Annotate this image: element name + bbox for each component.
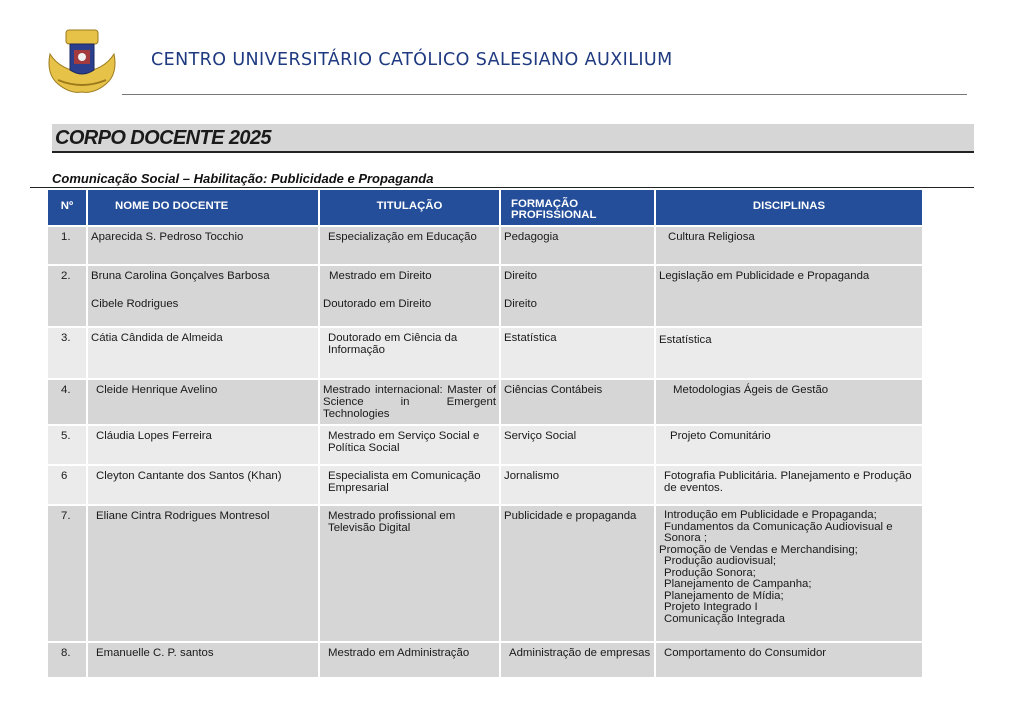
docente-name: Cláudia Lopes Ferreira bbox=[88, 426, 320, 466]
subject-item: Projeto Integrado I bbox=[664, 601, 758, 613]
docente-formation: Ciências Contábeis bbox=[501, 380, 656, 426]
row-number: 1. bbox=[48, 227, 88, 266]
subject-item: Promoção de Vendas e Merchandising; bbox=[659, 543, 858, 556]
docente-subjects: Estatística bbox=[656, 328, 922, 380]
docente-name: Eliane Cintra Rodrigues Montresol bbox=[88, 506, 320, 643]
docente-name-cell bbox=[88, 266, 320, 328]
spacer bbox=[504, 282, 651, 298]
header-divider bbox=[122, 94, 967, 95]
page-title: CORPO DOCENTE 2025 bbox=[55, 127, 271, 149]
course-subtitle: Comunicação Social – Habilitação: Publicidade e Propaganda bbox=[52, 171, 434, 186]
docente-formation: Estatística bbox=[501, 328, 656, 380]
row-number: 3. bbox=[48, 328, 88, 380]
col-header-subjects: DISCIPLINAS bbox=[656, 190, 922, 227]
docente-title: Mestrado profissional em Televisão Digital bbox=[320, 506, 501, 643]
docente-subjects-list bbox=[656, 506, 922, 643]
table-row bbox=[48, 466, 922, 506]
docente-formation: Direito bbox=[504, 298, 537, 310]
docente-subjects: Legislação em Publicidade e Propaganda bbox=[656, 266, 922, 328]
row-number: 8. bbox=[48, 643, 88, 679]
table-row bbox=[48, 227, 922, 266]
docente-subjects: Fotografia Publicitária. Planejamento e Produção de eventos. bbox=[656, 466, 922, 506]
docente-name: Cibele Rodrigues bbox=[91, 298, 179, 310]
table-row bbox=[48, 643, 922, 679]
docente-title: Mestrado em Serviço Social e Política Social bbox=[320, 426, 501, 466]
docente-name: Emanuelle C. P. santos bbox=[88, 643, 320, 679]
docente-subjects: Projeto Comunitário bbox=[656, 426, 922, 466]
docente-name: Cleyton Cantante dos Santos (Khan) bbox=[88, 466, 320, 506]
docente-formation: Serviço Social bbox=[501, 426, 656, 466]
page-title-bar bbox=[52, 124, 974, 153]
faculty-table bbox=[48, 190, 922, 679]
docente-formation: Direito bbox=[504, 270, 537, 282]
table-row bbox=[48, 506, 922, 643]
col-header-num: Nº bbox=[48, 190, 88, 227]
subject-item: Fundamentos da Comunicação Audiovisual e Sonora ; bbox=[664, 520, 893, 544]
docente-subjects: Cultura Religiosa bbox=[656, 227, 922, 266]
institution-logo bbox=[44, 26, 120, 96]
table-row bbox=[48, 266, 922, 328]
docente-name: Cátia Cândida de Almeida bbox=[88, 328, 320, 380]
subject-item: Planejamento de Campanha; bbox=[664, 578, 812, 590]
row-number: 6 bbox=[48, 466, 88, 506]
docente-name: Bruna Carolina Gonçalves Barbosa bbox=[91, 270, 270, 282]
subject-item: Produção Sonora; bbox=[664, 566, 756, 579]
row-number: 2. bbox=[48, 266, 88, 328]
table-row bbox=[48, 426, 922, 466]
docente-name: Cleide Henrique Avelino bbox=[88, 380, 320, 426]
docente-title: Doutorado em Direito bbox=[323, 298, 432, 310]
docente-title: Doutorado em Ciência da Informação bbox=[320, 328, 501, 380]
docente-formation-cell bbox=[501, 266, 656, 328]
subject-item: Planejamento de Mídia; bbox=[664, 589, 784, 602]
docente-formation: Administração de empresas bbox=[501, 643, 656, 679]
docente-subjects: Metodologias Ágeis de Gestão bbox=[656, 380, 922, 426]
spacer bbox=[91, 282, 315, 298]
docente-title-cell bbox=[320, 266, 501, 328]
row-number: 4. bbox=[48, 380, 88, 426]
subtitle-divider bbox=[30, 187, 974, 188]
docente-subjects: Comportamento do Consumidor bbox=[656, 643, 922, 679]
docente-formation: Pedagogia bbox=[501, 227, 656, 266]
spacer bbox=[323, 282, 496, 298]
docente-title: Mestrado internacional: Master of Science in Emergent Technologies bbox=[320, 380, 501, 426]
table-row bbox=[48, 328, 922, 380]
col-header-formation: FORMAÇÃO PROFISSIONAL bbox=[501, 190, 656, 227]
docente-formation: Publicidade e propaganda bbox=[501, 506, 656, 643]
docente-formation: Jornalismo bbox=[501, 466, 656, 506]
subject-item: Produção audiovisual; bbox=[664, 555, 777, 567]
institution-name: CENTRO UNIVERSITÁRIO CATÓLICO SALESIANO AUXILIUM bbox=[151, 50, 673, 70]
docente-title: Especialista em Comunicação Empresarial bbox=[320, 466, 501, 506]
table-row bbox=[48, 380, 922, 426]
row-number: 5. bbox=[48, 426, 88, 466]
row-number: 7. bbox=[48, 506, 88, 643]
docente-title: Especialização em Educação bbox=[320, 227, 501, 266]
docente-name: Aparecida S. Pedroso Tocchio bbox=[88, 227, 320, 266]
subject-item: Comunicação Integrada bbox=[664, 612, 785, 625]
docente-title: Mestrado em Administração bbox=[320, 643, 501, 679]
table-header-row bbox=[48, 190, 922, 227]
docente-title: Mestrado em Direito bbox=[329, 270, 432, 282]
col-header-name: NOME DO DOCENTE bbox=[88, 190, 320, 227]
col-header-title: TITULAÇÃO bbox=[320, 190, 501, 227]
subject-item: Introdução em Publicidade e Propaganda; bbox=[664, 509, 877, 521]
